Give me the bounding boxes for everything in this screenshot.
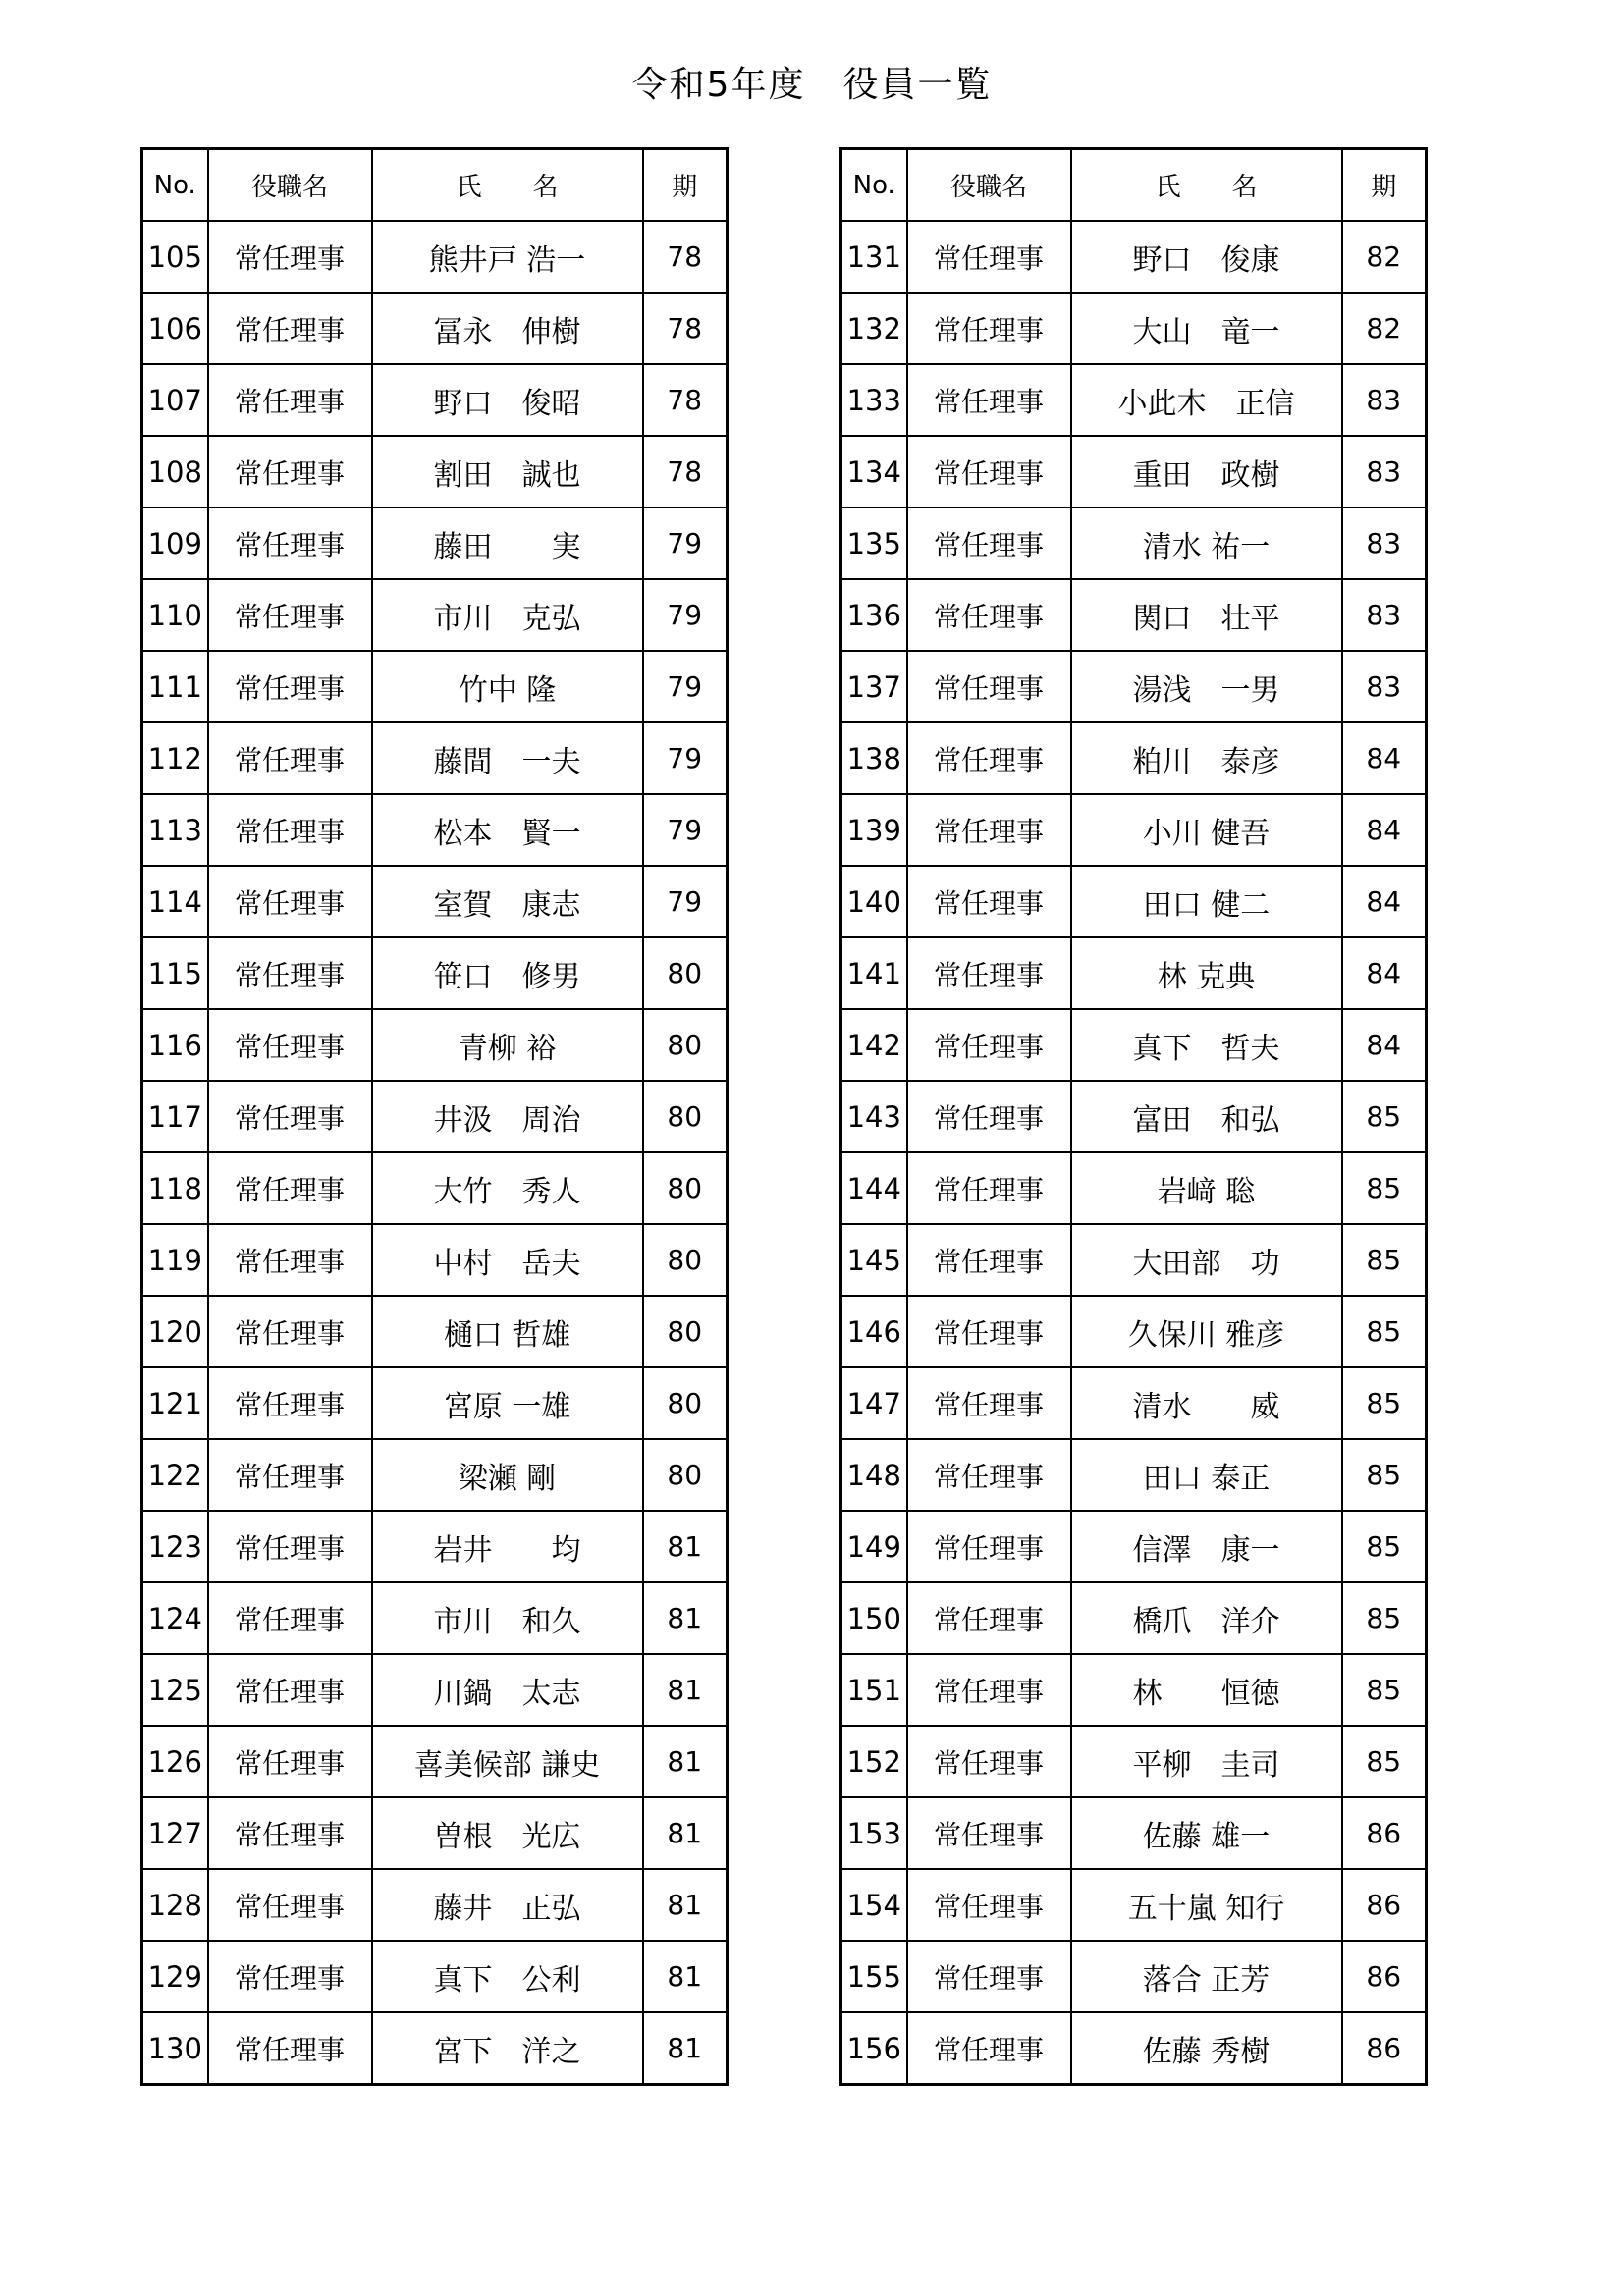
cell-role: 常任理事 bbox=[208, 1797, 372, 1869]
cell-no: 107 bbox=[142, 364, 208, 436]
cell-no: 129 bbox=[142, 1941, 208, 2012]
cell-name: 真下 公利 bbox=[372, 1941, 643, 2012]
cell-no: 144 bbox=[841, 1152, 907, 1224]
table-row bbox=[142, 1367, 728, 1439]
header-term: 期 bbox=[643, 149, 728, 222]
cell-term: 81 bbox=[643, 1511, 728, 1582]
table-row bbox=[841, 1296, 1427, 1367]
table-row bbox=[142, 651, 728, 722]
cell-no: 151 bbox=[841, 1654, 907, 1726]
cell-name: 久保川 雅彦 bbox=[1071, 1296, 1342, 1367]
page-title: 令和5年度 役員一覧 bbox=[631, 65, 993, 105]
cell-role: 常任理事 bbox=[208, 1726, 372, 1797]
cell-role: 常任理事 bbox=[907, 722, 1071, 794]
cell-name: 富田 和弘 bbox=[1071, 1081, 1342, 1152]
cell-term: 85 bbox=[1342, 1081, 1427, 1152]
cell-name: 市川 和久 bbox=[372, 1582, 643, 1654]
cell-role: 常任理事 bbox=[907, 1081, 1071, 1152]
roster-table-left bbox=[140, 147, 729, 2086]
table-row bbox=[142, 722, 728, 794]
cell-term: 82 bbox=[1342, 293, 1427, 364]
table-row bbox=[841, 937, 1427, 1009]
cell-term: 80 bbox=[643, 1152, 728, 1224]
cell-term: 81 bbox=[643, 1726, 728, 1797]
header-role: 役職名 bbox=[208, 149, 372, 222]
cell-no: 155 bbox=[841, 1941, 907, 2012]
cell-name: 大田部 功 bbox=[1071, 1224, 1342, 1296]
table-row bbox=[142, 1009, 728, 1081]
cell-term: 85 bbox=[1342, 1224, 1427, 1296]
cell-no: 137 bbox=[841, 651, 907, 722]
cell-no: 138 bbox=[841, 722, 907, 794]
cell-name: 梁瀬 剛 bbox=[372, 1439, 643, 1511]
cell-no: 134 bbox=[841, 436, 907, 507]
cell-name: 橋爪 洋介 bbox=[1071, 1582, 1342, 1654]
cell-name: 岩﨑 聡 bbox=[1071, 1152, 1342, 1224]
cell-term: 80 bbox=[643, 1296, 728, 1367]
cell-no: 139 bbox=[841, 794, 907, 866]
cell-term: 80 bbox=[643, 1224, 728, 1296]
cell-role: 常任理事 bbox=[208, 722, 372, 794]
table-row bbox=[142, 507, 728, 579]
table-row bbox=[841, 1941, 1427, 2012]
cell-name: 林 恒徳 bbox=[1071, 1654, 1342, 1726]
header-name: 氏 名 bbox=[372, 149, 643, 222]
cell-name: 佐藤 秀樹 bbox=[1071, 2012, 1342, 2085]
cell-no: 147 bbox=[841, 1367, 907, 1439]
cell-no: 123 bbox=[142, 1511, 208, 1582]
cell-no: 111 bbox=[142, 651, 208, 722]
table-header-row bbox=[142, 149, 728, 222]
cell-term: 85 bbox=[1342, 1726, 1427, 1797]
table-row bbox=[841, 1726, 1427, 1797]
cell-role: 常任理事 bbox=[907, 364, 1071, 436]
cell-role: 常任理事 bbox=[208, 1152, 372, 1224]
table-row bbox=[142, 221, 728, 293]
cell-name: 割田 誠也 bbox=[372, 436, 643, 507]
cell-role: 常任理事 bbox=[208, 1367, 372, 1439]
cell-term: 83 bbox=[1342, 436, 1427, 507]
cell-role: 常任理事 bbox=[907, 2012, 1071, 2085]
cell-role: 常任理事 bbox=[907, 1152, 1071, 1224]
cell-term: 81 bbox=[643, 1582, 728, 1654]
header-role: 役職名 bbox=[907, 149, 1071, 222]
cell-no: 126 bbox=[142, 1726, 208, 1797]
cell-no: 149 bbox=[841, 1511, 907, 1582]
table-row bbox=[841, 1439, 1427, 1511]
cell-name: 宮原 一雄 bbox=[372, 1367, 643, 1439]
cell-term: 85 bbox=[1342, 1439, 1427, 1511]
table-row bbox=[841, 2012, 1427, 2085]
cell-role: 常任理事 bbox=[208, 794, 372, 866]
cell-role: 常任理事 bbox=[907, 1224, 1071, 1296]
cell-no: 110 bbox=[142, 579, 208, 651]
cell-role: 常任理事 bbox=[208, 1869, 372, 1941]
cell-name: 中村 岳夫 bbox=[372, 1224, 643, 1296]
table-row bbox=[142, 1654, 728, 1726]
cell-term: 80 bbox=[643, 1009, 728, 1081]
cell-no: 118 bbox=[142, 1152, 208, 1224]
cell-name: 宮下 洋之 bbox=[372, 2012, 643, 2085]
cell-term: 83 bbox=[1342, 364, 1427, 436]
cell-term: 84 bbox=[1342, 937, 1427, 1009]
cell-no: 152 bbox=[841, 1726, 907, 1797]
cell-role: 常任理事 bbox=[907, 293, 1071, 364]
cell-term: 78 bbox=[643, 293, 728, 364]
cell-name: 笹口 修男 bbox=[372, 937, 643, 1009]
cell-term: 81 bbox=[643, 1869, 728, 1941]
table-header-row bbox=[841, 149, 1427, 222]
cell-role: 常任理事 bbox=[907, 937, 1071, 1009]
cell-role: 常任理事 bbox=[907, 1367, 1071, 1439]
cell-term: 85 bbox=[1342, 1152, 1427, 1224]
cell-name: 竹中 隆 bbox=[372, 651, 643, 722]
table-row bbox=[142, 1869, 728, 1941]
cell-name: 冨永 伸樹 bbox=[372, 293, 643, 364]
cell-term: 79 bbox=[643, 866, 728, 937]
cell-role: 常任理事 bbox=[208, 436, 372, 507]
cell-no: 113 bbox=[142, 794, 208, 866]
cell-no: 120 bbox=[142, 1296, 208, 1367]
cell-role: 常任理事 bbox=[208, 937, 372, 1009]
cell-role: 常任理事 bbox=[907, 794, 1071, 866]
cell-no: 132 bbox=[841, 293, 907, 364]
cell-name: 清水 祐一 bbox=[1071, 507, 1342, 579]
cell-no: 124 bbox=[142, 1582, 208, 1654]
cell-no: 154 bbox=[841, 1869, 907, 1941]
roster-body-right bbox=[841, 221, 1427, 2085]
cell-term: 81 bbox=[643, 1941, 728, 2012]
cell-no: 156 bbox=[841, 2012, 907, 2085]
cell-term: 84 bbox=[1342, 722, 1427, 794]
cell-no: 115 bbox=[142, 937, 208, 1009]
table-row bbox=[142, 1511, 728, 1582]
cell-term: 78 bbox=[643, 221, 728, 293]
cell-no: 133 bbox=[841, 364, 907, 436]
cell-term: 83 bbox=[1342, 651, 1427, 722]
cell-role: 常任理事 bbox=[208, 1081, 372, 1152]
header-name: 氏 名 bbox=[1071, 149, 1342, 222]
cell-term: 79 bbox=[643, 651, 728, 722]
cell-no: 140 bbox=[841, 866, 907, 937]
table-row bbox=[841, 794, 1427, 866]
cell-name: 藤間 一夫 bbox=[372, 722, 643, 794]
table-row bbox=[841, 364, 1427, 436]
table-row bbox=[841, 1081, 1427, 1152]
cell-term: 81 bbox=[643, 1654, 728, 1726]
cell-no: 119 bbox=[142, 1224, 208, 1296]
cell-name: 関口 壮平 bbox=[1071, 579, 1342, 651]
table-row bbox=[841, 1009, 1427, 1081]
cell-no: 150 bbox=[841, 1582, 907, 1654]
cell-role: 常任理事 bbox=[208, 1009, 372, 1081]
table-row bbox=[841, 1654, 1427, 1726]
cell-term: 86 bbox=[1342, 1869, 1427, 1941]
cell-name: 藤井 正弘 bbox=[372, 1869, 643, 1941]
cell-role: 常任理事 bbox=[907, 436, 1071, 507]
cell-term: 83 bbox=[1342, 579, 1427, 651]
cell-role: 常任理事 bbox=[907, 866, 1071, 937]
cell-name: 川鍋 太志 bbox=[372, 1654, 643, 1726]
cell-role: 常任理事 bbox=[208, 1224, 372, 1296]
cell-no: 122 bbox=[142, 1439, 208, 1511]
cell-name: 松本 賢一 bbox=[372, 794, 643, 866]
cell-name: 落合 正芳 bbox=[1071, 1941, 1342, 2012]
cell-term: 81 bbox=[643, 1797, 728, 1869]
cell-role: 常任理事 bbox=[208, 364, 372, 436]
cell-term: 83 bbox=[1342, 507, 1427, 579]
cell-no: 106 bbox=[142, 293, 208, 364]
table-row bbox=[142, 1224, 728, 1296]
cell-name: 湯浅 一男 bbox=[1071, 651, 1342, 722]
cell-term: 84 bbox=[1342, 1009, 1427, 1081]
cell-role: 常任理事 bbox=[907, 1797, 1071, 1869]
cell-role: 常任理事 bbox=[907, 1726, 1071, 1797]
cell-no: 108 bbox=[142, 436, 208, 507]
cell-name: 市川 克弘 bbox=[372, 579, 643, 651]
cell-role: 常任理事 bbox=[208, 866, 372, 937]
cell-term: 79 bbox=[643, 722, 728, 794]
table-row bbox=[142, 866, 728, 937]
cell-no: 131 bbox=[841, 221, 907, 293]
table-row bbox=[142, 1941, 728, 2012]
table-row bbox=[142, 1296, 728, 1367]
table-row bbox=[841, 651, 1427, 722]
header-no: No. bbox=[841, 149, 907, 222]
cell-role: 常任理事 bbox=[208, 1296, 372, 1367]
cell-no: 125 bbox=[142, 1654, 208, 1726]
cell-term: 86 bbox=[1342, 2012, 1427, 2085]
table-row bbox=[841, 436, 1427, 507]
cell-role: 常任理事 bbox=[907, 507, 1071, 579]
cell-no: 136 bbox=[841, 579, 907, 651]
cell-no: 128 bbox=[142, 1869, 208, 1941]
cell-no: 117 bbox=[142, 1081, 208, 1152]
table-row bbox=[841, 1582, 1427, 1654]
table-row bbox=[142, 937, 728, 1009]
cell-no: 142 bbox=[841, 1009, 907, 1081]
cell-term: 85 bbox=[1342, 1511, 1427, 1582]
cell-no: 121 bbox=[142, 1367, 208, 1439]
cell-name: 室賀 康志 bbox=[372, 866, 643, 937]
cell-role: 常任理事 bbox=[208, 1654, 372, 1726]
table-row bbox=[841, 507, 1427, 579]
cell-role: 常任理事 bbox=[208, 1941, 372, 2012]
cell-role: 常任理事 bbox=[907, 1582, 1071, 1654]
table-row bbox=[142, 293, 728, 364]
cell-no: 145 bbox=[841, 1224, 907, 1296]
cell-no: 109 bbox=[142, 507, 208, 579]
cell-name: 小川 健吾 bbox=[1071, 794, 1342, 866]
cell-term: 84 bbox=[1342, 866, 1427, 937]
cell-name: 重田 政樹 bbox=[1071, 436, 1342, 507]
table-row bbox=[841, 1224, 1427, 1296]
table-row bbox=[841, 722, 1427, 794]
table-row bbox=[142, 1152, 728, 1224]
roster-body-left bbox=[142, 221, 728, 2085]
cell-name: 曽根 光広 bbox=[372, 1797, 643, 1869]
cell-name: 平柳 圭司 bbox=[1071, 1726, 1342, 1797]
roster-table-right bbox=[839, 147, 1428, 2086]
cell-name: 佐藤 雄一 bbox=[1071, 1797, 1342, 1869]
cell-name: 田口 健二 bbox=[1071, 866, 1342, 937]
cell-name: 五十嵐 知行 bbox=[1071, 1869, 1342, 1941]
cell-name: 喜美候部 謙史 bbox=[372, 1726, 643, 1797]
cell-no: 148 bbox=[841, 1439, 907, 1511]
cell-no: 130 bbox=[142, 2012, 208, 2085]
cell-role: 常任理事 bbox=[208, 579, 372, 651]
table-row bbox=[142, 579, 728, 651]
cell-term: 80 bbox=[643, 1439, 728, 1511]
cell-name: 大竹 秀人 bbox=[372, 1152, 643, 1224]
cell-no: 114 bbox=[142, 866, 208, 937]
cell-name: 信澤 康一 bbox=[1071, 1511, 1342, 1582]
cell-role: 常任理事 bbox=[907, 1869, 1071, 1941]
cell-term: 79 bbox=[643, 507, 728, 579]
cell-no: 141 bbox=[841, 937, 907, 1009]
cell-term: 86 bbox=[1342, 1941, 1427, 2012]
table-row bbox=[841, 1511, 1427, 1582]
cell-term: 85 bbox=[1342, 1367, 1427, 1439]
cell-term: 78 bbox=[643, 364, 728, 436]
table-row bbox=[142, 436, 728, 507]
cell-no: 116 bbox=[142, 1009, 208, 1081]
cell-term: 79 bbox=[643, 579, 728, 651]
cell-role: 常任理事 bbox=[907, 1511, 1071, 1582]
cell-no: 135 bbox=[841, 507, 907, 579]
cell-no: 127 bbox=[142, 1797, 208, 1869]
cell-term: 79 bbox=[643, 794, 728, 866]
table-row bbox=[841, 866, 1427, 937]
cell-term: 85 bbox=[1342, 1654, 1427, 1726]
table-row bbox=[841, 579, 1427, 651]
table-row bbox=[142, 794, 728, 866]
cell-term: 80 bbox=[643, 1081, 728, 1152]
cell-name: 小此木 正信 bbox=[1071, 364, 1342, 436]
cell-role: 常任理事 bbox=[208, 221, 372, 293]
table-row bbox=[841, 1367, 1427, 1439]
cell-term: 80 bbox=[643, 1367, 728, 1439]
cell-role: 常任理事 bbox=[907, 651, 1071, 722]
cell-role: 常任理事 bbox=[208, 293, 372, 364]
cell-term: 85 bbox=[1342, 1296, 1427, 1367]
cell-name: 粕川 泰彦 bbox=[1071, 722, 1342, 794]
table-row bbox=[142, 1582, 728, 1654]
cell-name: 清水 威 bbox=[1071, 1367, 1342, 1439]
table-row bbox=[841, 1152, 1427, 1224]
header-term: 期 bbox=[1342, 149, 1427, 222]
table-row bbox=[142, 2012, 728, 2085]
cell-term: 81 bbox=[643, 2012, 728, 2085]
cell-no: 146 bbox=[841, 1296, 907, 1367]
cell-name: 岩井 均 bbox=[372, 1511, 643, 1582]
cell-name: 樋口 哲雄 bbox=[372, 1296, 643, 1367]
cell-role: 常任理事 bbox=[208, 1511, 372, 1582]
table-row bbox=[841, 1869, 1427, 1941]
table-row bbox=[142, 1797, 728, 1869]
table-row bbox=[841, 221, 1427, 293]
header-no: No. bbox=[142, 149, 208, 222]
table-row bbox=[142, 1726, 728, 1797]
cell-term: 80 bbox=[643, 937, 728, 1009]
table-row bbox=[142, 1081, 728, 1152]
cell-name: 熊井戸 浩一 bbox=[372, 221, 643, 293]
cell-name: 青柳 裕 bbox=[372, 1009, 643, 1081]
cell-no: 112 bbox=[142, 722, 208, 794]
cell-no: 153 bbox=[841, 1797, 907, 1869]
cell-term: 86 bbox=[1342, 1797, 1427, 1869]
table-row bbox=[841, 1797, 1427, 1869]
cell-role: 常任理事 bbox=[907, 1439, 1071, 1511]
cell-role: 常任理事 bbox=[208, 2012, 372, 2085]
cell-role: 常任理事 bbox=[907, 1009, 1071, 1081]
cell-name: 林 克典 bbox=[1071, 937, 1342, 1009]
cell-name: 井汲 周治 bbox=[372, 1081, 643, 1152]
cell-term: 82 bbox=[1342, 221, 1427, 293]
table-row bbox=[841, 293, 1427, 364]
cell-role: 常任理事 bbox=[208, 1582, 372, 1654]
cell-role: 常任理事 bbox=[907, 1654, 1071, 1726]
cell-name: 藤田 実 bbox=[372, 507, 643, 579]
table-row bbox=[142, 364, 728, 436]
cell-term: 84 bbox=[1342, 794, 1427, 866]
cell-name: 大山 竜一 bbox=[1071, 293, 1342, 364]
cell-role: 常任理事 bbox=[907, 221, 1071, 293]
cell-name: 田口 泰正 bbox=[1071, 1439, 1342, 1511]
cell-role: 常任理事 bbox=[907, 579, 1071, 651]
cell-role: 常任理事 bbox=[208, 507, 372, 579]
cell-role: 常任理事 bbox=[907, 1296, 1071, 1367]
cell-name: 野口 俊康 bbox=[1071, 221, 1342, 293]
cell-term: 78 bbox=[643, 436, 728, 507]
cell-role: 常任理事 bbox=[208, 651, 372, 722]
cell-no: 143 bbox=[841, 1081, 907, 1152]
cell-no: 105 bbox=[142, 221, 208, 293]
cell-role: 常任理事 bbox=[208, 1439, 372, 1511]
cell-name: 野口 俊昭 bbox=[372, 364, 643, 436]
cell-term: 85 bbox=[1342, 1582, 1427, 1654]
table-row bbox=[142, 1439, 728, 1511]
cell-name: 真下 哲夫 bbox=[1071, 1009, 1342, 1081]
cell-role: 常任理事 bbox=[907, 1941, 1071, 2012]
